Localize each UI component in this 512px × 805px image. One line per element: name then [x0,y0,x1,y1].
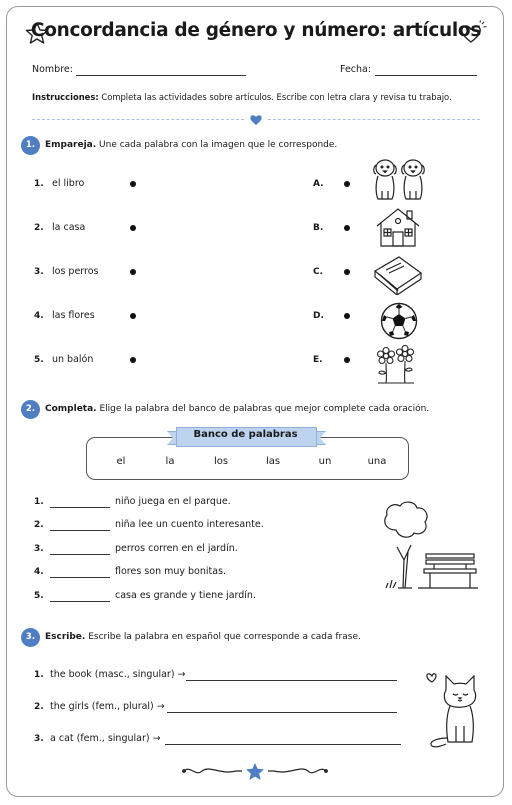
divider-left [32,119,244,120]
cat-icon [422,668,484,748]
heart-icon [249,113,263,126]
bank-word: los [213,456,229,467]
section3-number: 3. [21,628,40,647]
sentence-text: perros corren en el jardín. [115,543,238,554]
match-dot-left[interactable] [130,269,136,275]
sentence-blank[interactable] [50,576,110,578]
instructions-label: Instrucciones: [32,92,99,102]
sentence-blank[interactable] [50,529,110,531]
word-bank-title: Banco de palabras [193,429,298,440]
section3-text: Escribe la palabra en español que corresponde a cada frase. [85,632,361,642]
match-item-text: un balón [52,354,94,365]
match-letter: E. [313,355,323,365]
match-dot-right[interactable] [344,357,350,363]
match-item-text: los perros [52,266,99,277]
tree-bench-icon [378,500,480,592]
date-field[interactable] [375,74,477,76]
soccer-ball-icon [378,301,420,341]
ornament-divider [180,761,330,783]
bank-word: un [318,456,332,467]
match-letter: C. [313,267,324,277]
match-item-number: 3. [34,267,44,277]
section1-number: 1. [21,136,40,155]
match-item-text: la casa [52,222,86,233]
bank-word: una [367,456,387,467]
sentence-text: casa es grande y tiene jardín. [115,590,256,601]
sentence-text: niño juega en el parque. [115,496,231,507]
write-answer-line[interactable] [167,711,397,713]
instructions [32,92,452,102]
section3-heading [45,632,361,642]
match-item-text: las flores [52,310,95,321]
write-item-number: 3. [34,734,44,744]
section3-title: Escribe. [45,632,86,642]
section1-title: Empareja. [45,140,97,150]
match-item-text: el libro [52,178,85,189]
section2-text: Elige la palabra del banco de palabras que mejor complete cada oración. [96,404,430,414]
match-letter: D. [313,311,324,321]
match-item-number: 5. [34,355,44,365]
match-item-number: 4. [34,311,44,321]
match-item-number: 2. [34,223,44,233]
sentence-text: niña lee un cuento interesante. [115,519,264,530]
house-icon [374,206,422,248]
match-dot-left[interactable] [130,357,136,363]
match-dot-right[interactable] [344,269,350,275]
two-dogs-icon [370,155,428,201]
date-label: Fecha: [340,64,372,75]
instructions-text: Completa las actividades sobre artículos. Escribe con letra clara y revisa tu trabajo. [98,92,452,102]
match-dot-right[interactable] [344,313,350,319]
write-item-text: a cat (fem., singular) → [50,733,161,744]
sentence-number: 2. [34,520,44,530]
write-item-number: 2. [34,702,44,712]
match-dot-left[interactable] [130,225,136,231]
sentence-number: 4. [34,567,44,577]
bank-word: las [265,456,281,467]
sentence-number: 3. [34,544,44,554]
section1-heading [45,140,337,150]
star-icon [246,763,264,780]
divider-right [268,119,480,120]
sentence-number: 1. [34,497,44,507]
write-answer-line[interactable] [186,679,397,681]
write-item-number: 1. [34,670,44,680]
sentence-blank[interactable] [50,553,110,555]
section2-number: 2. [21,400,40,419]
name-field[interactable] [76,74,246,76]
book-icon [371,253,425,295]
match-item-number: 1. [34,179,44,189]
sentence-text: flores son muy bonitas. [115,566,227,577]
sentence-blank[interactable] [50,506,110,508]
bank-word: el [116,456,126,467]
match-dot-right[interactable] [344,225,350,231]
match-dot-right[interactable] [344,181,350,187]
bank-word: la [165,456,175,467]
page-title: Concordancia de género y número: artículos [30,20,482,41]
name-label: Nombre: [32,64,73,75]
section1-text: Une cada palabra con la imagen que le corresponde. [96,140,338,150]
match-dot-left[interactable] [130,181,136,187]
match-letter: A. [313,179,324,189]
sentence-number: 5. [34,591,44,601]
sentence-blank[interactable] [50,600,110,602]
write-item-text: the book (masc., singular) → [50,669,186,680]
flowers-icon [374,345,418,385]
write-answer-line[interactable] [165,743,401,745]
section2-title: Completa. [45,404,97,414]
section2-heading [45,404,429,414]
write-item-text: the girls (fem., plural) → [50,701,165,712]
match-dot-left[interactable] [130,313,136,319]
match-letter: B. [313,223,324,233]
